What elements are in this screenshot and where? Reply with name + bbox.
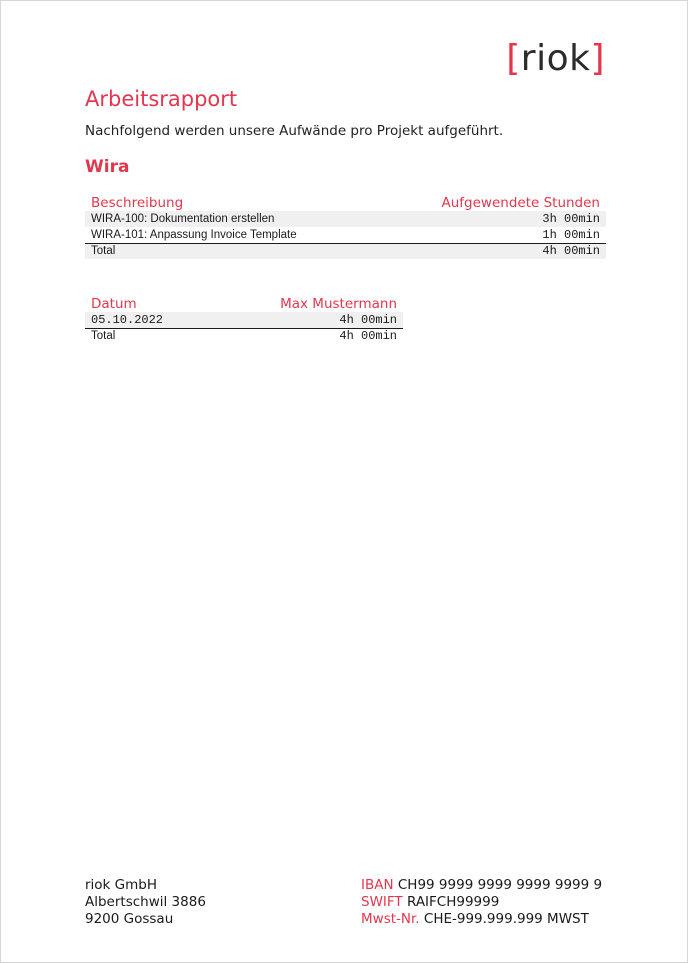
table-row: [85, 312, 403, 328]
swift-line: [361, 894, 602, 911]
logo-word: riok: [520, 38, 591, 79]
table-row: [85, 227, 606, 243]
table-row: [85, 211, 606, 227]
task-hours: 1h 00min: [542, 228, 600, 242]
vat-label: Mwst-Nr.: [361, 911, 420, 927]
column-header-person: Max Mustermann: [280, 296, 397, 312]
tasks-table-header: [85, 194, 606, 211]
document-title: Arbeitsrapport: [85, 87, 238, 111]
column-header-hours: Aufgewendete Stunden: [441, 195, 600, 211]
task-description: WIRA-100: Dokumentation erstellen: [91, 213, 275, 225]
company-name: riok GmbH: [85, 877, 158, 893]
total-label: Total: [91, 330, 116, 342]
company-city: 9200 Gossau: [85, 911, 174, 927]
person-hours-table: [85, 295, 403, 344]
column-header-description: Beschreibung: [91, 195, 184, 211]
table-total-row: [85, 328, 403, 344]
vat-value: CHE-999.999.999 MWST: [423, 911, 589, 927]
company-logo: [506, 39, 605, 79]
task-hours: 3h 00min: [542, 212, 600, 226]
logo-bracket-open: [: [506, 38, 521, 79]
swift-value: RAIFCH99999: [406, 894, 500, 910]
company-street: Albertschwil 3886: [85, 894, 206, 910]
task-description: WIRA-101: Anpassung Invoice Template: [91, 229, 297, 241]
footer-address: [85, 877, 206, 928]
iban-label: IBAN: [361, 877, 394, 893]
intro-text: Nachfolgend werden unsere Aufwände pro Projekt aufgeführt.: [85, 123, 504, 139]
table-total-row: [85, 243, 606, 259]
entry-date: 05.10.2022: [91, 313, 164, 327]
total-label: Total: [91, 245, 116, 257]
entry-hours: 4h 00min: [339, 313, 397, 327]
total-hours: 4h 00min: [542, 244, 600, 258]
swift-label: SWIFT: [361, 894, 403, 910]
logo-bracket-close: ]: [590, 38, 605, 79]
person-table-header: [85, 295, 403, 312]
vat-line: [361, 911, 602, 928]
iban-value: CH99 9999 9999 9999 9999 9: [397, 877, 603, 893]
project-title: Wira: [85, 157, 130, 177]
total-hours: 4h 00min: [339, 329, 397, 343]
footer-bank-details: [361, 877, 602, 928]
iban-line: [361, 877, 602, 894]
tasks-table: [85, 194, 606, 259]
column-header-date: Datum: [91, 296, 137, 312]
